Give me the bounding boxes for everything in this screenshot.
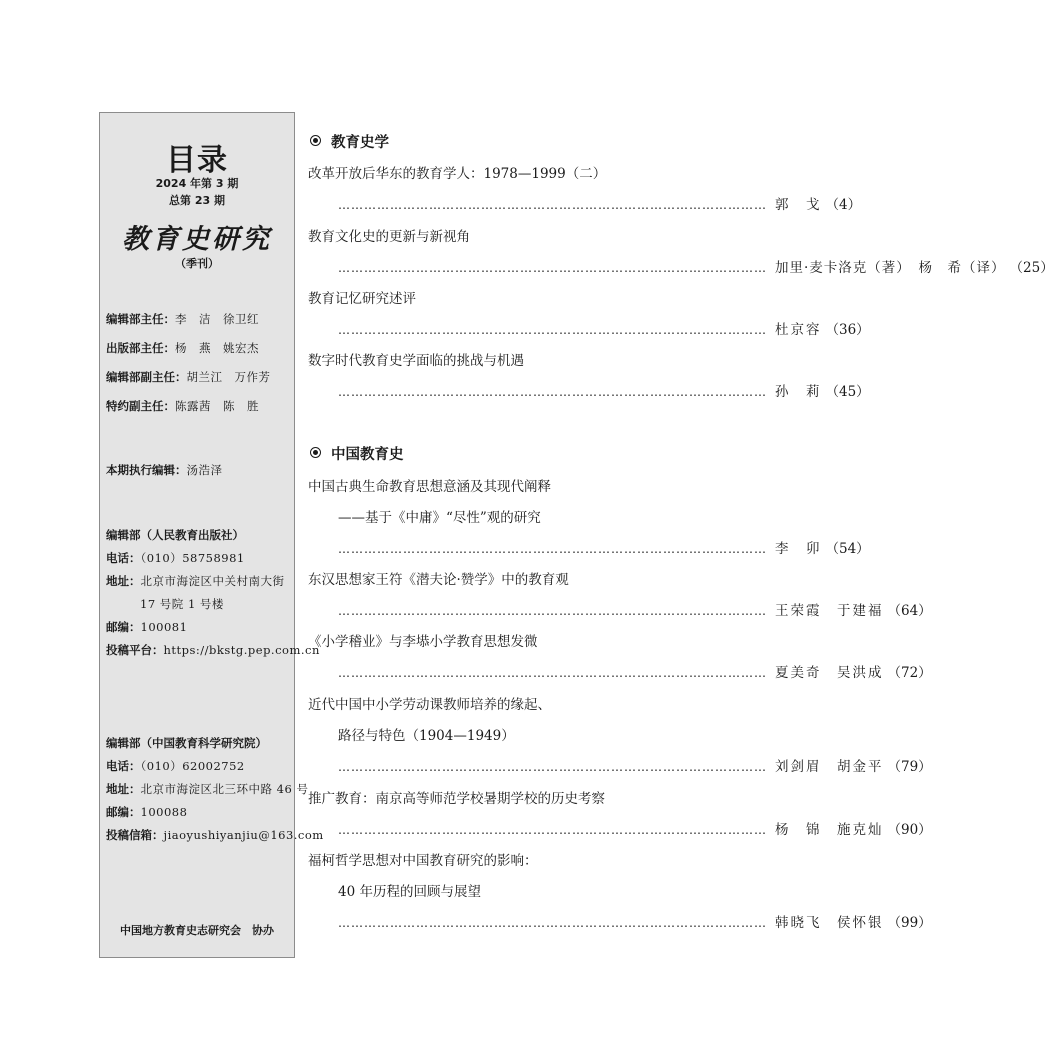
article-author: 韩晓飞 侯怀银 (775, 915, 884, 931)
article-author: 刘剑眉 胡金平 (775, 759, 884, 775)
office-nies-address: 地址：北京市海淀区北三环中路 46 号 (106, 782, 309, 796)
article-subtitle: 40 年历程的回顾与展望 (338, 884, 481, 900)
article-byline (338, 193, 862, 214)
article-author: 杨 锦 施克灿 (775, 822, 884, 838)
article-page: （72） (887, 665, 932, 681)
office-nies-postcode: 邮编：100088 (106, 805, 188, 819)
staff-names: 陈露茜 陈 胜 (175, 399, 259, 413)
office-nies-heading: 编辑部（中国教育科学研究院） (106, 736, 267, 750)
article-title[interactable]: 福柯哲学思想对中国教育研究的影响： (308, 853, 538, 869)
staff-label: 编辑部主任： (106, 312, 175, 326)
journal-name: 教育史研究 (122, 224, 272, 255)
article-title[interactable]: 教育记忆研究述评 (308, 291, 416, 307)
article-author: 杜京容 (775, 322, 822, 338)
article-title[interactable]: 《小学稽业》与李塨小学教育思想发微 (308, 634, 538, 650)
dot-leader: ……………………………………………………………………………………… (338, 760, 767, 774)
article-byline (338, 537, 870, 558)
article-page: （4） (825, 197, 862, 213)
article-page: （54） (825, 541, 870, 557)
dot-leader: ……………………………………………………………………………………… (338, 323, 767, 337)
article-byline (338, 818, 932, 839)
article-byline (338, 911, 932, 932)
article-title[interactable]: 数字时代教育史学面临的挑战与机遇 (308, 353, 524, 369)
article-author: 加里·麦卡洛克（著） 杨 希（译） (775, 260, 1006, 276)
section-heading: 教育史学 (310, 131, 389, 152)
staff-line (106, 311, 290, 327)
bullseye-icon (310, 447, 321, 458)
article-page: （45） (825, 384, 870, 400)
article-title[interactable]: 推广教育：南京高等师范学校暑期学校的历史考察 (308, 791, 605, 807)
staff-names: 杨 燕 姚宏杰 (175, 341, 259, 355)
dot-leader: ……………………………………………………………………………………… (338, 385, 767, 399)
office-pep-address: 地址：北京市海淀区中关村南大街 (106, 574, 285, 588)
executive-editor-name: 汤浩泽 (186, 463, 223, 477)
article-author: 孙 莉 (775, 384, 822, 400)
staff-line (106, 398, 290, 414)
article-author: 李 卯 (775, 541, 822, 557)
office-pep-postcode: 邮编：100081 (106, 620, 188, 634)
article-title[interactable]: 近代中国中小学劳动课教师培养的缘起、 (308, 697, 551, 713)
office-pep-phone: 电话：（010）58758981 (106, 551, 245, 565)
article-page: （25） (1009, 260, 1054, 276)
staff-names: 胡兰江 万作芳 (186, 370, 271, 384)
section-heading: 中国教育史 (310, 443, 404, 464)
article-author: 夏美奇 吴洪成 (775, 665, 884, 681)
submission-platform-link[interactable]: https://bkstg.pep.com.cn (163, 643, 320, 657)
co-organizer: 中国地方教育史志研究会 协办 (120, 924, 274, 937)
office-nies-phone: 电话：（010）62002752 (106, 759, 245, 773)
article-subtitle: 路径与特色（1904—1949） (338, 728, 515, 744)
article-title[interactable]: 中国古典生命教育思想意涵及其现代阐释 (308, 479, 551, 495)
publication-frequency: （季刊） (175, 257, 219, 270)
article-byline (338, 318, 870, 339)
dot-leader: ……………………………………………………………………………………… (338, 542, 767, 556)
article-page: （90） (887, 822, 932, 838)
article-title[interactable]: 改革开放后华东的教育学人：1978—1999（二） (308, 166, 607, 182)
article-byline (338, 661, 932, 682)
staff-line (106, 340, 290, 356)
executive-editor-label: 本期执行编辑： (106, 463, 187, 477)
article-page: （36） (825, 322, 870, 338)
staff-line (106, 369, 290, 385)
article-title[interactable]: 教育文化史的更新与新视角 (308, 229, 470, 245)
total-issue-number: 总第 23 期 (169, 194, 225, 207)
issue-number: 2024 年第 3 期 (155, 177, 239, 190)
office-pep-heading: 编辑部（人民教育出版社） (106, 528, 244, 542)
dot-leader: ……………………………………………………………………………………… (338, 823, 767, 837)
article-subtitle: ——基于《中庸》“尽性”观的研究 (338, 510, 541, 526)
staff-names: 李 洁 徐卫红 (175, 312, 259, 326)
office-pep-platform: 投稿平台：https://bkstg.pep.com.cn (106, 643, 320, 657)
article-byline (338, 599, 932, 620)
bullseye-icon (310, 135, 321, 146)
office-nies-email: 投稿信箱：jiaoyushiyanjiu@163.com (106, 828, 324, 842)
dot-leader: ……………………………………………………………………………………… (338, 916, 767, 930)
article-author: 郭 戈 (775, 197, 822, 213)
article-page: （79） (887, 759, 932, 775)
submission-email-link[interactable]: jiaoyushiyanjiu@163.com (163, 828, 324, 842)
dot-leader: ……………………………………………………………………………………… (338, 261, 767, 275)
article-byline (338, 256, 1054, 277)
article-byline (338, 380, 870, 401)
staff-label: 出版部主任： (106, 341, 175, 355)
article-page: （99） (887, 915, 932, 931)
staff-label: 编辑部副主任： (106, 370, 187, 384)
dot-leader: ……………………………………………………………………………………… (338, 198, 767, 212)
dot-leader: ……………………………………………………………………………………… (338, 604, 767, 618)
article-title[interactable]: 东汉思想家王符《潜夫论·赞学》中的教育观 (308, 572, 569, 588)
article-byline (338, 755, 932, 776)
article-author: 王荣霞 于建福 (775, 603, 884, 619)
masthead-sidebar (99, 112, 324, 958)
staff-label: 特约副主任： (106, 399, 175, 413)
executive-editor-line (106, 462, 290, 478)
article-page: （64） (887, 603, 932, 619)
office-pep-address-cont: 17 号院 1 号楼 (140, 597, 224, 611)
dot-leader: ……………………………………………………………………………………… (338, 666, 767, 680)
toc-title: 目录 (166, 143, 228, 178)
